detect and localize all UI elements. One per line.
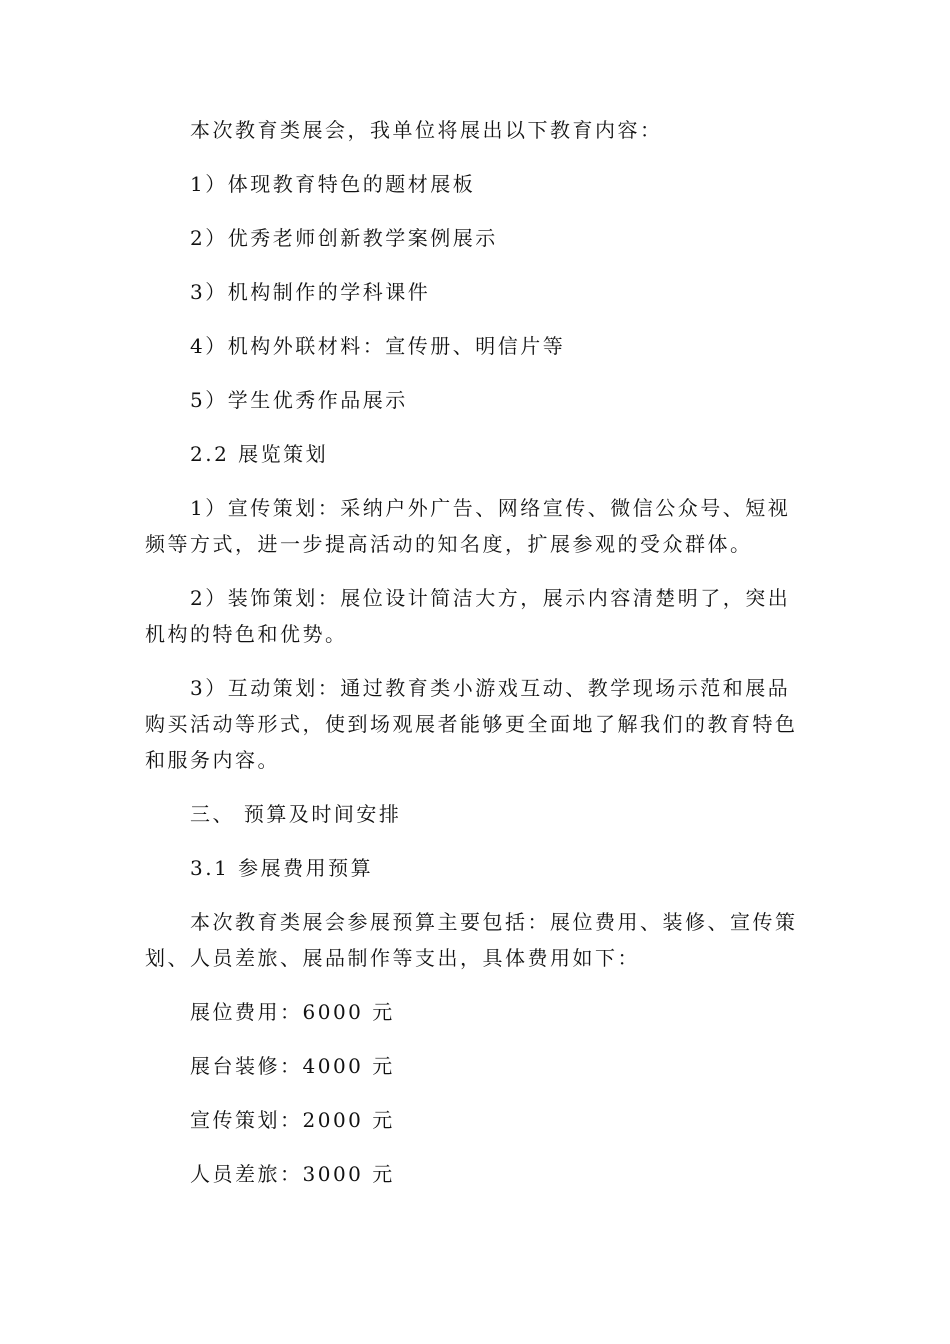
intro-paragraph: 本次教育类展会，我单位将展出以下教育内容： bbox=[190, 118, 663, 142]
budget-item-booth: 展位费用：6000 元 bbox=[190, 1000, 395, 1024]
list-item-1: 1）体现教育特色的题材展板 bbox=[190, 172, 476, 196]
budget-item-travel: 人员差旅：3000 元 bbox=[190, 1162, 395, 1186]
list-item-3: 3）机构制作的学科课件 bbox=[190, 280, 431, 304]
promotion-plan-paragraph: 1）宣传策划：采纳户外广告、网络宣传、微信公众号、短视频等方式，进一步提高活动的知名度，扩展参观的受众群体。 bbox=[145, 496, 791, 556]
budget-intro-paragraph: 本次教育类展会参展预算主要包括：展位费用、装修、宣传策划、人员差旅、展品制作等支出，具体费用如下： bbox=[145, 910, 798, 970]
document-body bbox=[145, 112, 807, 1210]
decoration-plan-paragraph: 2）装饰策划：展位设计简洁大方，展示内容清楚明了，突出机构的特色和优势。 bbox=[145, 586, 791, 646]
section-heading-3: 三、 预算及时间安排 bbox=[190, 802, 402, 826]
list-item-4: 4）机构外联材料：宣传册、明信片等 bbox=[190, 334, 566, 358]
section-heading-2-2: 2.2 展览策划 bbox=[190, 442, 329, 466]
budget-item-decoration: 展台装修：4000 元 bbox=[190, 1054, 395, 1078]
budget-item-promotion: 宣传策划：2000 元 bbox=[190, 1108, 395, 1132]
list-item-5: 5）学生优秀作品展示 bbox=[190, 388, 408, 412]
section-heading-3-1: 3.1 参展费用预算 bbox=[190, 856, 374, 880]
interaction-plan-paragraph: 3）互动策划：通过教育类小游戏互动、教学现场示范和展品购买活动等形式，使到场观展者能够更全面地了解我们的教育特色和服务内容。 bbox=[145, 676, 798, 772]
list-item-2: 2）优秀老师创新教学案例展示 bbox=[190, 226, 498, 250]
